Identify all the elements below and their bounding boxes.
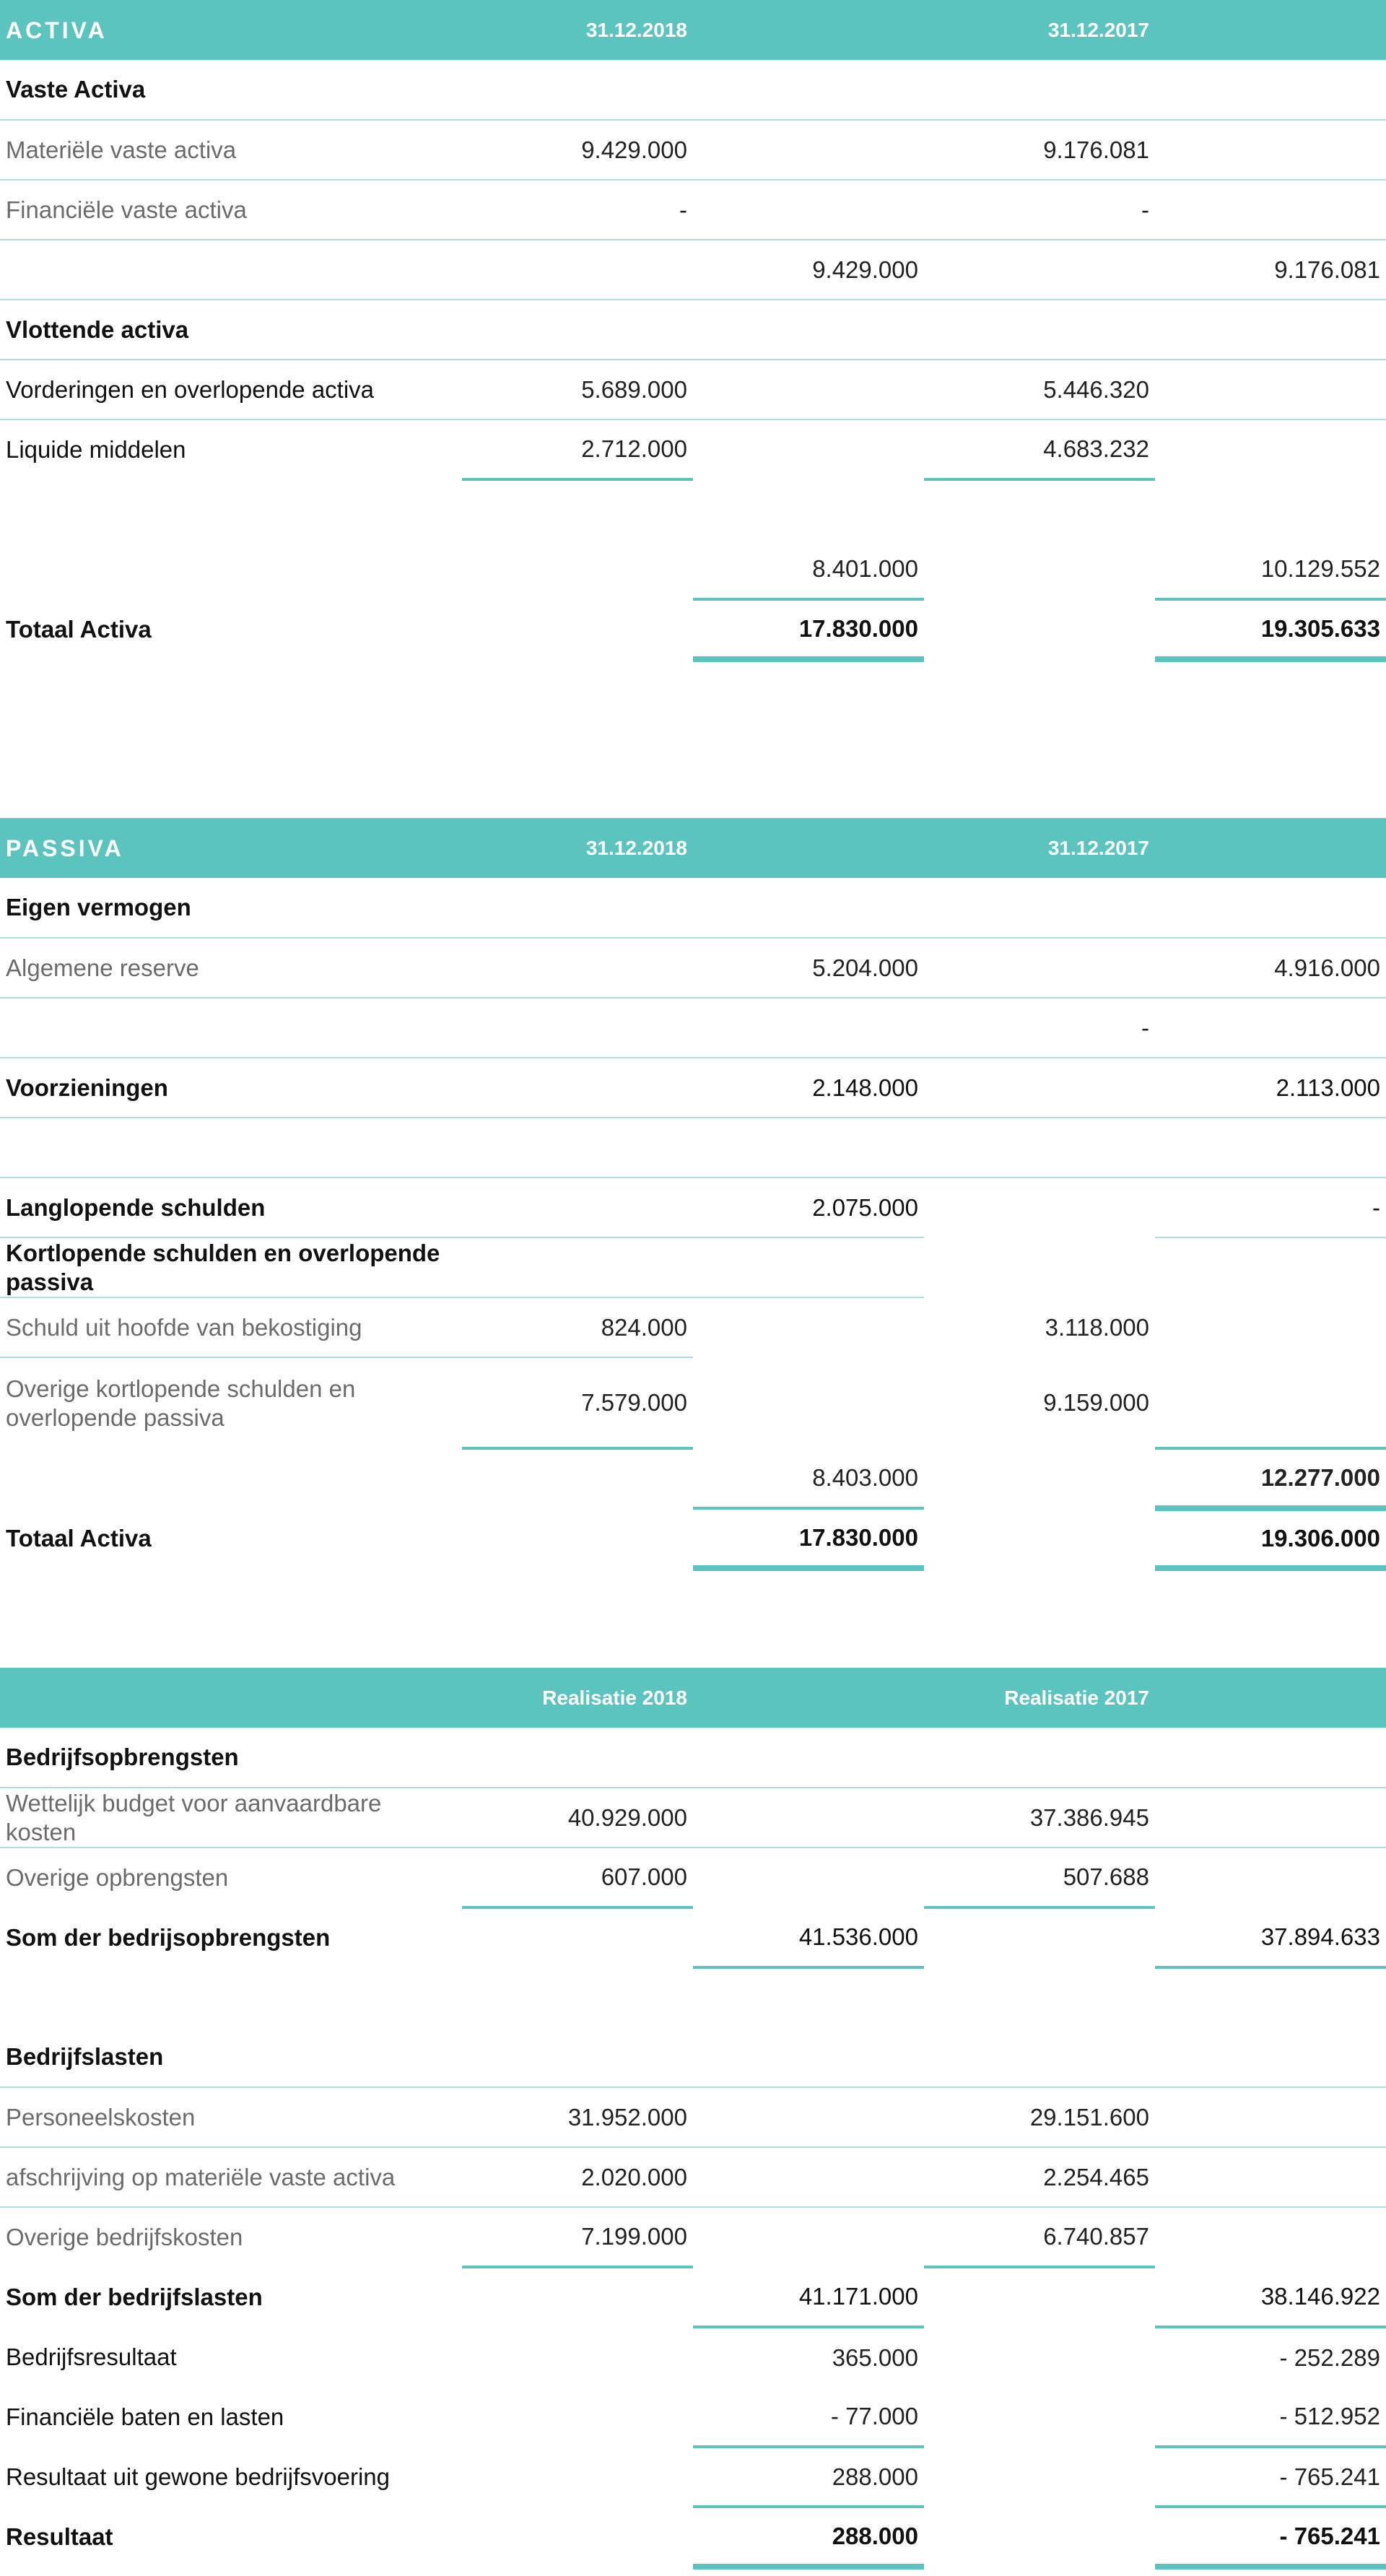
- total-label: Totaal Activa: [6, 615, 152, 643]
- value-2017: 37.386.945: [924, 1788, 1155, 1848]
- passiva-col-2018: 31.12.2018: [462, 818, 693, 878]
- value-2018: 7.579.000: [462, 1357, 693, 1448]
- activa-header: [0, 0, 1386, 60]
- table-row: [0, 180, 1386, 240]
- value-2018: 2.148.000: [693, 1058, 924, 1118]
- row-label: Bedrijfsresultaat: [6, 2343, 177, 2370]
- table-row: [0, 1907, 1386, 1967]
- passiva-title: PASSIVA: [0, 818, 462, 878]
- section-heading: Bedrijfsopbrengsten: [0, 1728, 462, 1788]
- resultaat-col-2017: Realisatie 2017: [924, 1668, 1155, 1728]
- table-row: [0, 1448, 1386, 1508]
- value-2017: 4.916.000: [1155, 938, 1386, 998]
- row-label: Som der bedrijfslasten: [6, 2283, 263, 2310]
- row-label: Financiële vaste activa: [0, 180, 462, 240]
- table-row: [0, 998, 1386, 1058]
- table-row: [0, 2027, 1386, 2087]
- value-2017: 29.151.600: [924, 2087, 1155, 2147]
- total-2018: 17.830.000: [693, 599, 924, 659]
- passiva-col-2017: 31.12.2017: [924, 818, 1155, 878]
- table-row: [0, 2507, 1386, 2567]
- row-label: Algemene reserve: [0, 938, 462, 998]
- table-row: [0, 1357, 1386, 1448]
- value-2018: 7.199.000: [462, 2207, 693, 2267]
- activa-col-2018: 31.12.2018: [462, 0, 693, 60]
- table-row: [0, 1058, 1386, 1118]
- total-2018: 288.000: [693, 2507, 924, 2567]
- resultaat-table: [0, 1668, 1386, 2570]
- total-label: Totaal Activa: [6, 1524, 152, 1552]
- table-row: [0, 1788, 1386, 1848]
- value-2017: 5.446.320: [924, 360, 1155, 419]
- subtotal-2017: 10.129.552: [1155, 539, 1386, 599]
- value-2017: 9.176.081: [924, 120, 1155, 180]
- subtotal-2017: 9.176.081: [1155, 240, 1386, 300]
- table-row: [0, 1237, 1386, 1297]
- table-row: [0, 2207, 1386, 2267]
- value-2018: 31.952.000: [462, 2087, 693, 2147]
- value-2017: 4.683.232: [924, 419, 1155, 479]
- total-2017: 19.306.000: [1155, 1508, 1386, 1568]
- total-2017: 19.305.633: [1155, 599, 1386, 659]
- table-row: [0, 1728, 1386, 1788]
- subtotal-2018: 8.403.000: [693, 1448, 924, 1508]
- value-2017: - 765.241: [1155, 2447, 1386, 2507]
- table-row: [0, 419, 1386, 479]
- value-2018: 2.020.000: [462, 2147, 693, 2207]
- table-row: [0, 1508, 1386, 1568]
- row-label: Liquide middelen: [6, 436, 186, 463]
- activa-table: [0, 0, 1386, 662]
- value-2017: 6.740.857: [924, 2207, 1155, 2267]
- subtotal-2018: 9.429.000: [693, 240, 924, 300]
- value-2017: - 252.289: [1279, 2344, 1380, 2371]
- table-row: [0, 300, 1386, 360]
- row-label: Overige kortlopende schulden en overlopende passiva: [6, 1375, 356, 1431]
- passiva-header: [0, 818, 1386, 878]
- value-2017: -: [924, 180, 1155, 240]
- table-row: [0, 2087, 1386, 2147]
- value-2018: 824.000: [462, 1297, 693, 1357]
- value-2018: 41.536.000: [693, 1907, 924, 1967]
- value-2017: 37.894.633: [1155, 1907, 1386, 1967]
- table-row: [0, 360, 1386, 419]
- table-row: [0, 2147, 1386, 2207]
- value-2018: 607.000: [462, 1848, 693, 1907]
- resultaat-col-2018: Realisatie 2018: [462, 1668, 693, 1728]
- section-heading: Vaste Activa: [0, 60, 462, 120]
- activa-col-2017: 31.12.2017: [924, 0, 1155, 60]
- resultaat-header: [0, 1668, 1386, 1728]
- row-label: Overige bedrijfskosten: [6, 2224, 243, 2250]
- value-2017: 9.159.000: [1043, 1389, 1149, 1416]
- row-label: Som der bedrijsopbrengsten: [6, 1923, 331, 1951]
- value-2018: 5.204.000: [693, 938, 924, 998]
- value-2017: -: [924, 998, 1155, 1058]
- value-2018: 41.171.000: [693, 2267, 924, 2327]
- subtotal-2017: 12.277.000: [1155, 1448, 1386, 1508]
- row-label: Langlopende schulden: [0, 1178, 462, 1237]
- value-2017: 2.113.000: [1155, 1058, 1386, 1118]
- value-2017: 507.688: [924, 1848, 1155, 1907]
- row-label: Personeelskosten: [0, 2087, 462, 2147]
- passiva-table: [0, 818, 1386, 1571]
- table-row: [0, 539, 1386, 599]
- activa-title: ACTIVA: [0, 0, 462, 60]
- value-2017: -: [1155, 1178, 1386, 1237]
- table-row: [0, 938, 1386, 998]
- row-label: Financiële baten en lasten: [6, 2403, 284, 2430]
- table-row: [0, 878, 1386, 938]
- section-heading: Bedrijfslasten: [0, 2027, 462, 2087]
- value-2017: 3.118.000: [1045, 1313, 1149, 1341]
- value-2017: 38.146.922: [1155, 2267, 1386, 2327]
- value-2018: 40.929.000: [462, 1788, 693, 1848]
- section-heading: Vlottende activa: [0, 300, 462, 360]
- section-heading: Kortlopende schulden en overlopende passiva: [0, 1237, 462, 1297]
- table-row: [0, 240, 1386, 300]
- value-2018: 9.429.000: [462, 120, 693, 180]
- value-2018: 288.000: [693, 2447, 924, 2507]
- row-label: Overige opbrengsten: [6, 1864, 229, 1891]
- row-label: Resultaat uit gewone bedrijfsvoering: [6, 2463, 390, 2490]
- table-row: [0, 2447, 1386, 2507]
- value-2017: 2.254.465: [924, 2147, 1155, 2207]
- total-2018: 17.830.000: [693, 1508, 924, 1568]
- value-2018: 2.075.000: [693, 1178, 924, 1237]
- table-row: [0, 60, 1386, 120]
- value-2018: - 77.000: [693, 2387, 924, 2447]
- row-label: Vorderingen en overlopende activa: [0, 360, 462, 419]
- table-row: [0, 1297, 1386, 1357]
- row-label: Materiële vaste activa: [0, 120, 462, 180]
- row-label: Voorzieningen: [0, 1058, 462, 1118]
- resultaat-title: [0, 1668, 462, 1728]
- row-label: afschrijving op materiële vaste activa: [0, 2147, 462, 2207]
- value-2018: 5.689.000: [462, 360, 693, 419]
- row-label: Schuld uit hoofde van bekostiging: [0, 1297, 462, 1357]
- row-label: Wettelijk budget voor aanvaardbare kosten: [0, 1788, 462, 1848]
- value-2018: -: [462, 180, 693, 240]
- table-row: [0, 2267, 1386, 2327]
- value-2018: 2.712.000: [462, 419, 693, 479]
- value-2018: 365.000: [832, 2344, 918, 2371]
- table-row: [0, 1178, 1386, 1237]
- table-row: [0, 1848, 1386, 1907]
- value-2017: - 512.952: [1155, 2387, 1386, 2447]
- table-row: [0, 120, 1386, 180]
- table-row: [0, 2327, 1386, 2387]
- total-label: Resultaat: [6, 2523, 113, 2550]
- section-heading: Eigen vermogen: [0, 878, 462, 938]
- table-row: [0, 2387, 1386, 2447]
- table-row: [0, 599, 1386, 659]
- total-2017: - 765.241: [1155, 2507, 1386, 2567]
- subtotal-2018: 8.401.000: [693, 539, 924, 599]
